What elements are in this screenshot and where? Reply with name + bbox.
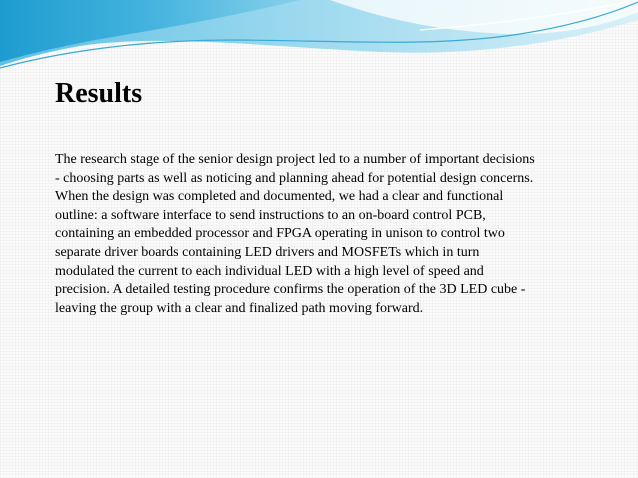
slide-body-text: The research stage of the senior design project led to a number of important decisions - choosing parts as well as noticing and planning ahead for potential design concerns. When the design was completed and documented, we had a clear and functional outline: a software interface to send instructions to an on-board control PCB, containing an embedded processor and FPGA operating in unison to control two separate driver boards containing LED drivers and MOSFETs which in turn modulated the current to each individual LED with a high level of speed and precision. A detailed testing procedure confirms the operation of the 3D LED cube - leaving the group with a clear and finalized path moving forward. <box>55 152 535 316</box>
header-wave-decoration <box>0 0 638 80</box>
slide-title: Results <box>55 78 143 109</box>
